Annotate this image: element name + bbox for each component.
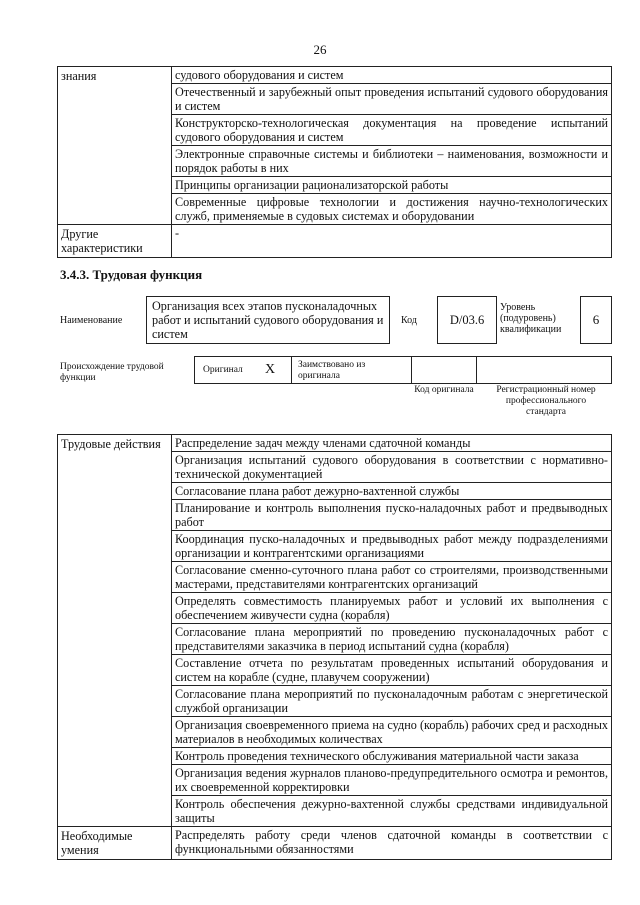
original-mark: X — [265, 362, 276, 377]
other-label: Другие характеристики — [58, 225, 172, 258]
code-box — [437, 296, 497, 344]
knowledge-item: судового оборудования и систем — [172, 67, 612, 84]
action-item: Организация своевременного приема на судно (корабль) рабочих сред и расходных материалов в необходимых количествах — [172, 717, 612, 748]
function-code: D/03.6 — [449, 312, 485, 327]
knowledge-item: Современные цифровые технологии и достижения научно-технологических служб, применяемые в судовых системах и оборудовании — [172, 194, 612, 225]
original-label: Оригинал — [203, 365, 243, 375]
knowledge-item: Принципы организации рационализаторской работы — [172, 177, 612, 194]
action-item: Контроль обеспечения дежурно-вахтенной службы средствами индивидуальной защиты — [172, 796, 612, 827]
name-label: Наименование — [60, 315, 123, 326]
action-item: Согласование плана мероприятий по пусконаладочным работам с энергетической службой организации — [172, 686, 612, 717]
action-item: Согласование сменно-суточного плана работ со строителями, производственными мастерами, представителями контрагентских организаций — [172, 562, 612, 593]
action-item: Согласование плана мероприятий по проведению пусконаладочных работ с представителями заказчика в период испытаний судна (корабля) — [172, 624, 612, 655]
action-item: Контроль проведения технического обслуживания материальной части заказа — [172, 748, 612, 765]
action-item: Планирование и контроль выполнения пуско-наладочных работ и предвыводных работ — [172, 500, 612, 531]
code-label: Код — [401, 315, 417, 326]
table-row — [58, 225, 612, 258]
function-name-box — [146, 296, 390, 344]
action-item: Составление отчета по результатам проведенных испытаний оборудования и систем на корабле (судне, плавучем сооружении) — [172, 655, 612, 686]
borrowed-label: Заимствовано из оригинала — [298, 360, 366, 381]
action-item: Согласование плана работ дежурно-вахтенной службы — [172, 483, 612, 500]
actions-table — [57, 434, 612, 860]
origin-code-cell — [411, 356, 477, 384]
function-name: Организация всех этапов пусконаладочных работ и испытаний судового оборудования и систем — [152, 299, 384, 341]
table-row — [58, 67, 612, 84]
action-item: Организация испытаний судового оборудования в соответствии с нормативно-технической документацией — [172, 452, 612, 483]
page-number: 26 — [313, 42, 327, 57]
knowledge-item: Электронные справочные системы и библиотеки – наименования, возможности и порядок работы в них — [172, 146, 612, 177]
action-item: Координация пуско-наладочных и предвыводных работ между подразделениями организации и контрагентскими организациями — [172, 531, 612, 562]
level-box — [580, 296, 612, 344]
origin-label: Происхождение трудовой функции — [60, 362, 164, 383]
reg-caption: Регистрационный номер профессионального стандарта — [496, 385, 596, 417]
table-row — [58, 827, 612, 860]
level-label: Уровень (подуровень) квалификации — [500, 302, 562, 335]
knowledge-table — [57, 66, 612, 258]
action-item: Распределение задач между членами сдаточной команды — [172, 435, 612, 452]
knowledge-label: знания — [58, 67, 172, 225]
section-title: 3.4.3. Трудовая функция — [60, 267, 203, 282]
actions-label: Трудовые действия — [58, 435, 172, 827]
origin-borrowed-cell — [291, 356, 412, 384]
code-caption: Код оригинала — [414, 385, 474, 395]
other-value: - — [172, 225, 612, 258]
skill-item: Распределять работу среди членов сдаточной команды в соответствии с функциональными обязанностями — [172, 827, 612, 860]
origin-reg-cell — [476, 356, 612, 384]
action-item: Организация ведения журналов планово-предупредительного осмотра и ремонтов, их своевременной корректировки — [172, 765, 612, 796]
knowledge-item: Отечественный и зарубежный опыт проведения испытаний судового оборудования и систем — [172, 84, 612, 115]
knowledge-item: Конструкторско-технологическая документация на проведение испытаний судового оборудования и систем — [172, 115, 612, 146]
skills-label: Необходимые умения — [58, 827, 172, 860]
action-item: Определять совместимость планируемых работ и условий их выполнения с обеспечением живучести судна (корабля) — [172, 593, 612, 624]
origin-original-cell — [194, 356, 292, 384]
level-value: 6 — [592, 312, 600, 327]
table-row — [58, 435, 612, 452]
